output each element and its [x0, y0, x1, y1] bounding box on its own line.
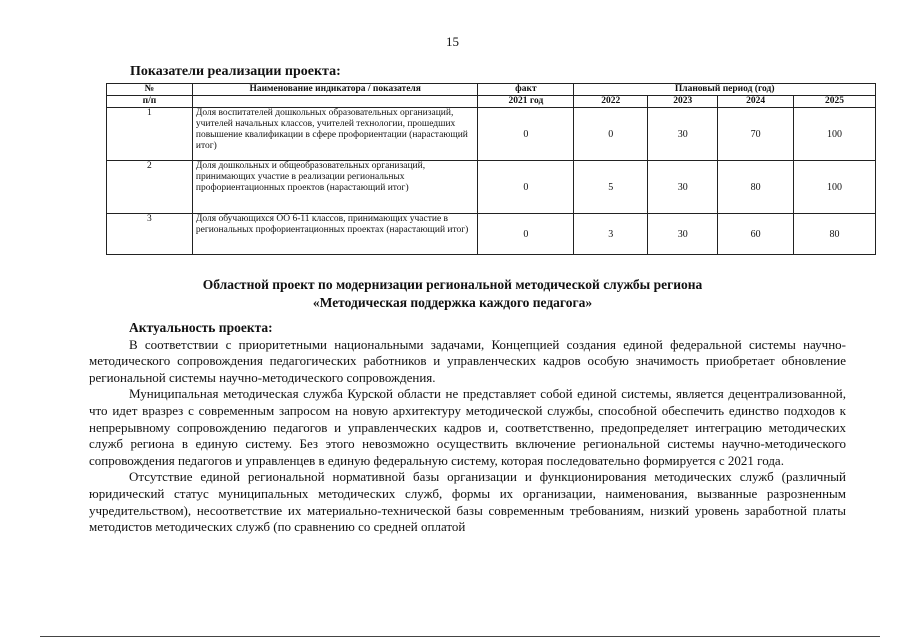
project-title-line: «Методическая поддержка каждого педагога» [312, 295, 593, 310]
body-text [89, 320, 846, 536]
row-indicator-name: Доля воспитателей дошкольных образовательных организаций, учителей начальных классов, учителей технологии, прошедших повышение квалификации в сфере профориентации (нарастающий итог) [192, 108, 478, 161]
header-year: 2022 [574, 96, 648, 108]
row-num: 2 [107, 161, 193, 214]
row-indicator-name: Доля дошкольных и общеобразовательных организаций, принимающих участие в реализации региональных профориентационных проектов (нарастающий итог) [192, 161, 478, 214]
header-plan: Плановый период (год) [574, 84, 876, 96]
row-num: 3 [107, 214, 193, 255]
table-row [107, 108, 876, 161]
header-fact-year: 2021 год [478, 96, 574, 108]
indicators-title: Показатели реализации проекта: [130, 64, 341, 79]
header-fact: факт [478, 84, 574, 96]
relevance-heading: Актуальность проекта: [129, 320, 273, 335]
paragraph: В соответствии с приоритетными национальными задачами, Концепцией создания единой федеральной системы научно-методического сопровождения педагогических работников и управленческих кадров особую значимость приобретает обновление региональной системы научно-методического сопровождения. [89, 336, 846, 385]
page-number: 15 [446, 34, 459, 49]
table-row [107, 161, 876, 214]
project-title [0, 276, 905, 312]
header-year: 2023 [648, 96, 718, 108]
page-bottom-divider [40, 636, 880, 637]
row-indicator-name: Доля обучающихся ОО 6-11 классов, принимающих участие в региональных профориентационных проектах (нарастающий итог) [192, 214, 478, 255]
header-num: № [107, 84, 193, 96]
row-plan-value: 0 [574, 108, 648, 161]
row-fact-value: 0 [478, 214, 574, 255]
row-plan-value: 80 [718, 161, 794, 214]
indicators-table [106, 83, 876, 255]
row-plan-value: 80 [794, 214, 876, 255]
row-fact-value: 0 [478, 108, 574, 161]
row-fact-value: 0 [478, 161, 574, 214]
header-num-sub: п/п [107, 96, 193, 108]
row-plan-value: 100 [794, 108, 876, 161]
table-subheader-row [107, 96, 876, 108]
row-plan-value: 70 [718, 108, 794, 161]
row-plan-value: 100 [794, 161, 876, 214]
header-year: 2025 [794, 96, 876, 108]
row-plan-value: 3 [574, 214, 648, 255]
row-plan-value: 5 [574, 161, 648, 214]
paragraph: Отсутствие единой региональной нормативной базы организации и функционирования методических служб (различный юридический статус муниципальных методических служб, формы их организации, наименования, вызванные разрозненным учредительством), несоответствие их материально-технической базы современным требованиям, низкий уровень заработной платы методистов методических служб (по сравнению со средней оплатой [89, 469, 846, 535]
header-year: 2024 [718, 96, 794, 108]
paragraph: Муниципальная методическая служба Курской области не представляет собой единой системы, является децентрализованной, что идет вразрез с современным запросом на новую архитектуру методической службы, способной обеспечить единство подходов к непрерывному сопровождению педагогов и управленческих кадров и, соответственно, предопределяет интеграцию методических служб региона в единую систему. Без этого невозможно осуществить включение региональной системы научно-методического сопровождения педагогов и управленцев в единую федеральную систему, которая последовательно формируется с 2021 года. [89, 386, 846, 468]
header-name: Наименование индикатора / показателя [192, 84, 478, 96]
row-plan-value: 30 [648, 214, 718, 255]
row-plan-value: 60 [718, 214, 794, 255]
header-name-sub [192, 96, 478, 108]
row-num: 1 [107, 108, 193, 161]
row-plan-value: 30 [648, 108, 718, 161]
table-row [107, 214, 876, 255]
project-title-line: Областной проект по модернизации региональной методической службы региона [202, 277, 703, 292]
table-header-row [107, 84, 876, 96]
row-plan-value: 30 [648, 161, 718, 214]
